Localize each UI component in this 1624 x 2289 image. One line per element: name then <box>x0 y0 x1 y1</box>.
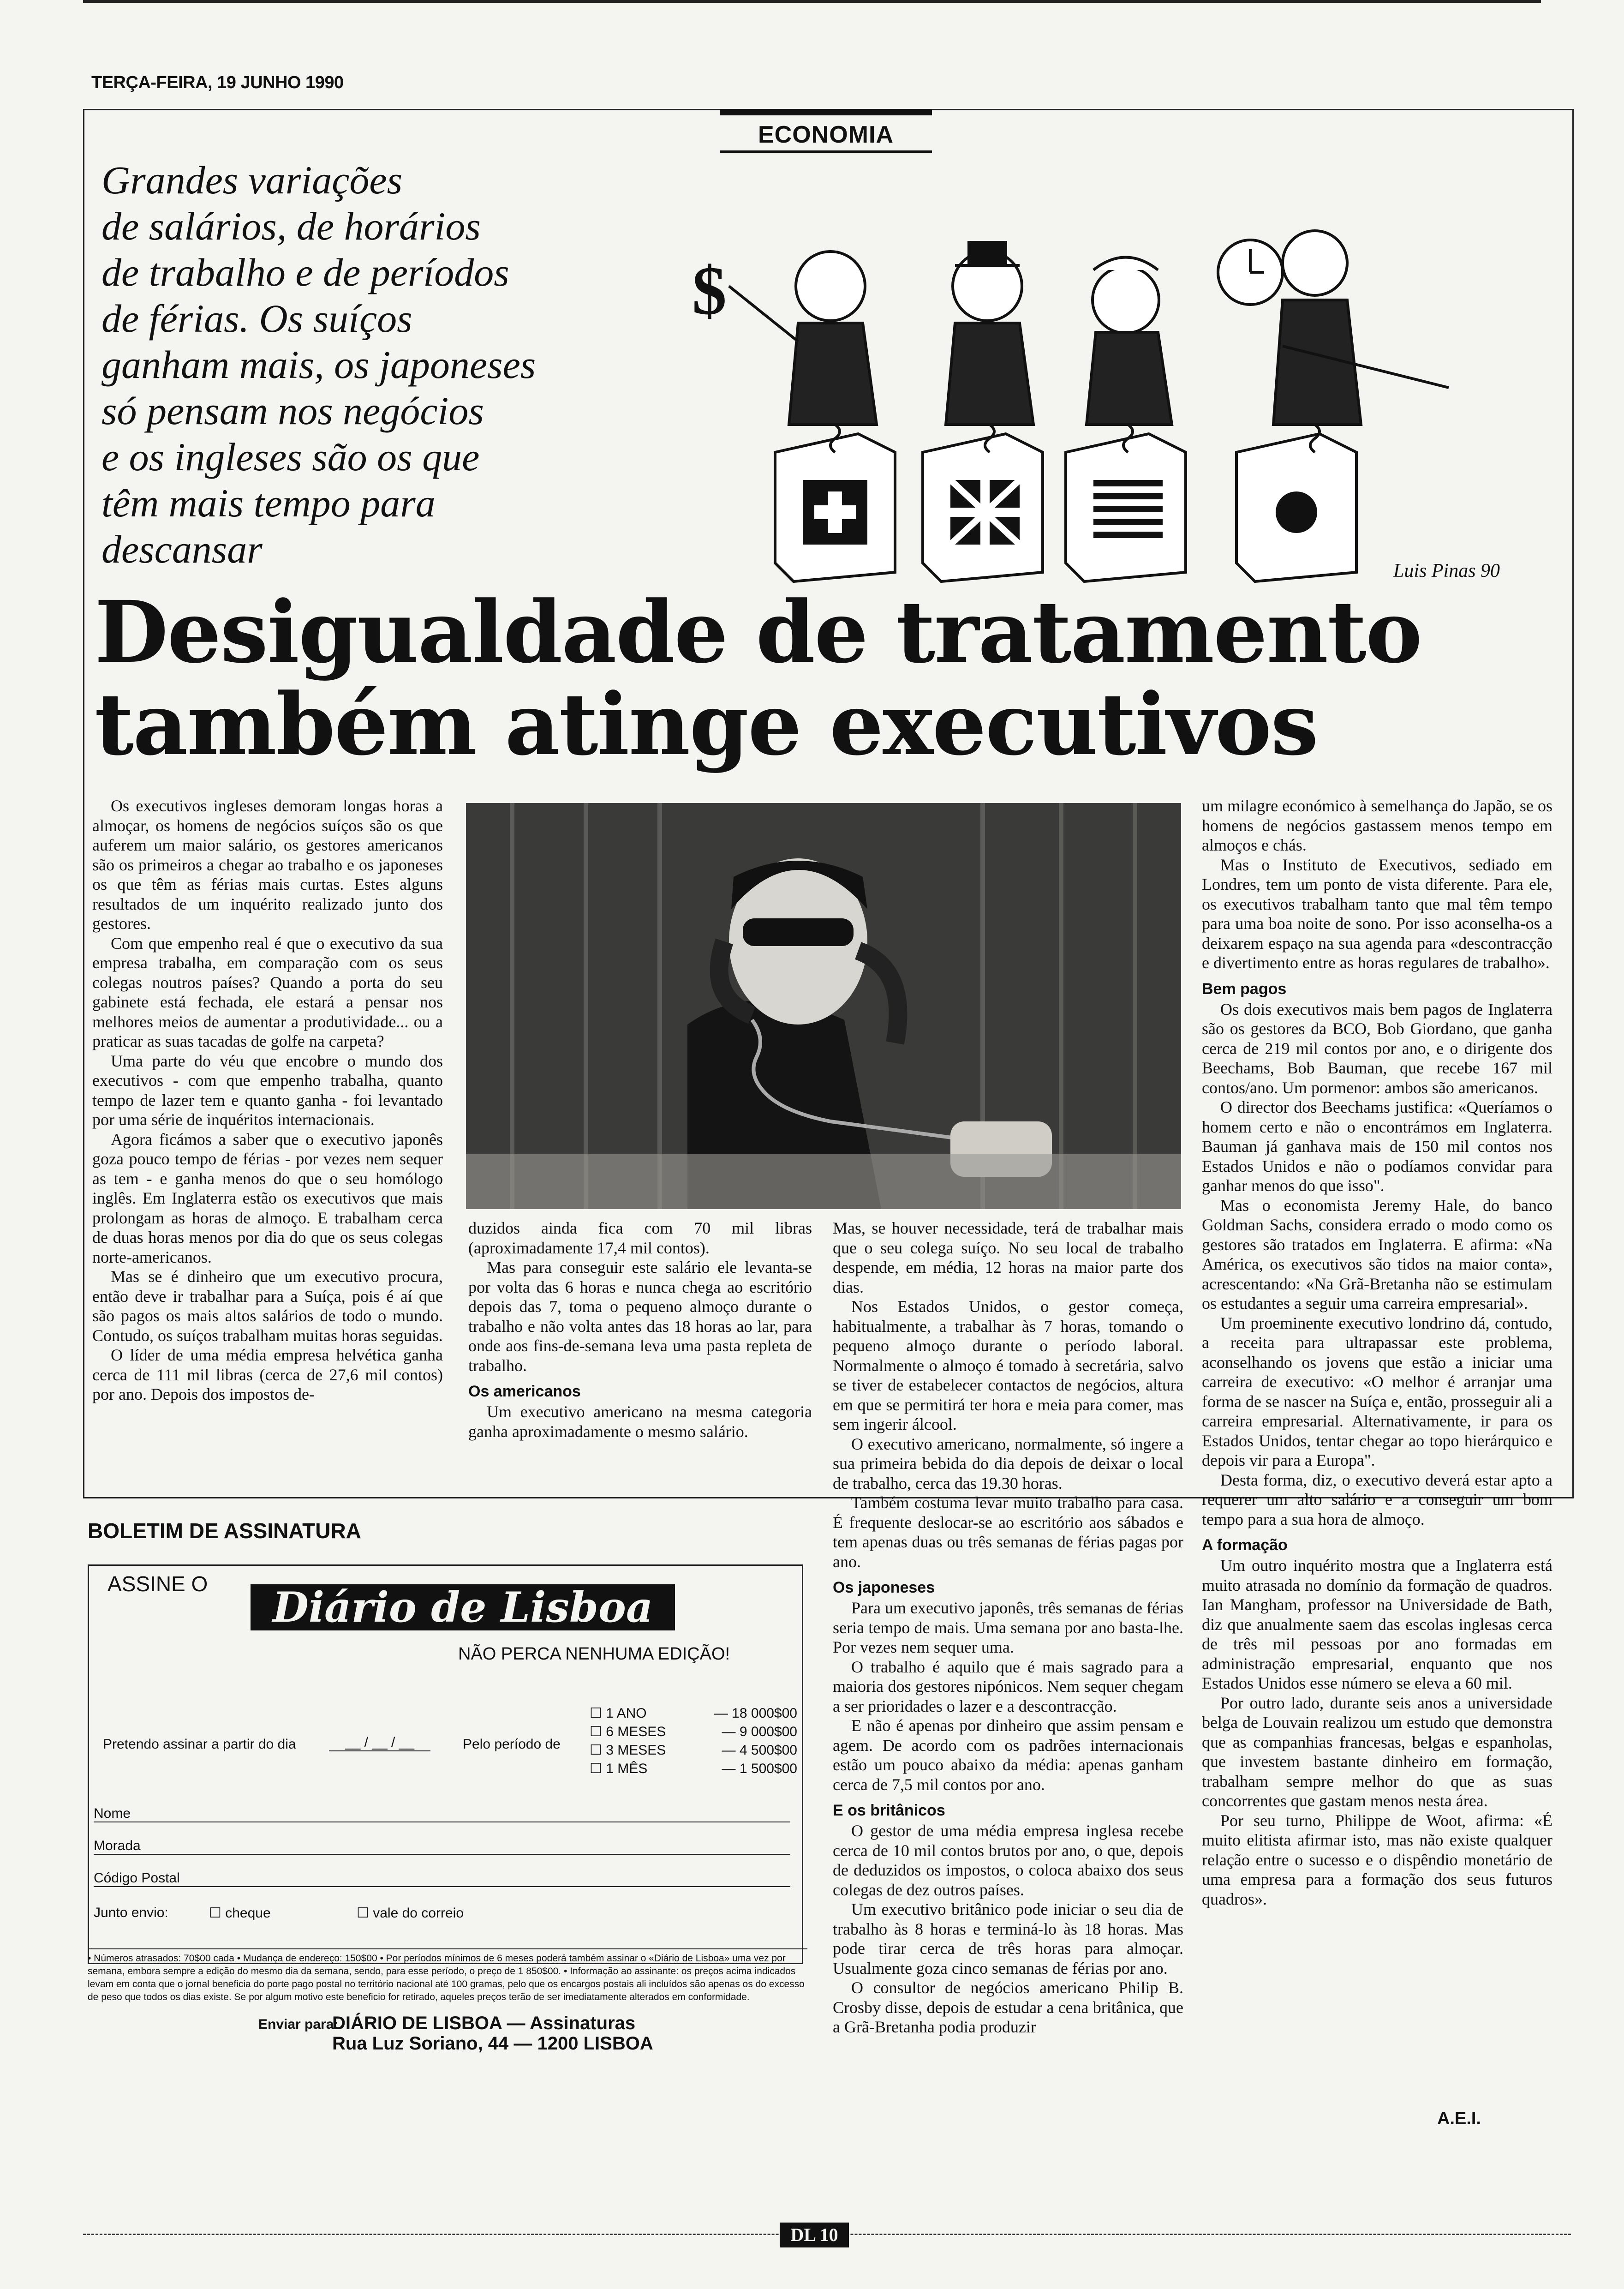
paragraph: O director dos Beechams justifica: «Queríamos o homem certo e não o encontrámos em Inglaterra. Bauman já ganhava mais de 150 mil contos nos Estados Unidos e não o podíamos convidar para ganhar menos do que isso". <box>1202 1098 1552 1195</box>
cartoon-signature: Luis Pinas 90 <box>1393 560 1500 581</box>
dateline: TERÇA-FEIRA, 19 JUNHO 1990 <box>91 73 344 92</box>
tagline: NÃO PERCA NENHUMA EDIÇÃO! <box>458 1644 730 1664</box>
paragraph: duzidos ainda fica com 70 mil libras (aproximadamente 17,4 mil contos). <box>468 1219 812 1257</box>
section-bar <box>720 109 932 115</box>
cartoon-illustration <box>637 194 1522 591</box>
paragraph: O executivo americano, normalmente, só ingere a sua primeira bebida do dia depois de deixar o local de trabalho, cerca das 19.30 horas. <box>833 1434 1183 1492</box>
paragraph: Os dois executivos mais bem pagos de Inglaterra são os gestores da BCO, Bob Giordano, que ganha cerca de 219 mil contos por ano, e o dirigente dos Beechams, Bob Bauman, que recebe 167 mil contos/ano. Um pormenor: ambos são americanos. <box>1202 1000 1552 1097</box>
send-to-label: Enviar para: <box>258 2017 339 2032</box>
checkbox-icon[interactable]: ☐ <box>590 1706 606 1721</box>
paragraph: Para um executivo japonês, três semanas de férias seria tempo de mais. Uma semana por ano basta-lhe. Por vezes nem sequer uma. <box>833 1599 1183 1656</box>
period-option[interactable]: ☐ 1 MÊS — 1 500$00 <box>590 1761 797 1776</box>
paragraph: Mas o Instituto de Executivos, sediado em Londres, tem um ponto de vista diferente. Para ele, os executivos trabalham tanto que mal têm tempo para uma boa noite de sono. Por isso aconselha-os a deixarem espaço na sua agenda para «descontracção e divertimento entre as horas regulares de trabalho». <box>1202 855 1552 972</box>
paragraph: O trabalho é aquilo que é mais sagrado para a maioria dos gestores nipónicos. Nem sequer chegam a ser prioridades o lazer e a descontracção. <box>833 1657 1183 1715</box>
subheading: Os japoneses <box>833 1579 935 1596</box>
paragraph: O consultor de negócios americano Philip B. Crosby disse, depois de estudar a cena britânica, que a Grã-Bretanha podia produzir <box>833 1978 1183 2036</box>
start-date-field[interactable]: __ / __ / __ <box>329 1735 430 1751</box>
paragraph: Nos Estados Unidos, o gestor começa, habitualmente, a trabalhar às 7 horas, tomando o pequeno almoço durante o período laboral. Normalmente o almoço é tomado à secretária, salvo se tiver de estabelecer contactos de negócios, altura em que se permitirá ter hora e meia para comer, mas sem ingerir álcool. <box>833 1297 1183 1433</box>
checkbox-icon[interactable]: ☐ <box>590 1743 606 1758</box>
headline-line-1: Desigualdade de tratamento <box>95 582 1421 682</box>
paragraph: Os executivos ingleses demoram longas horas a almoçar, os homens de negócios suíços são os que auferem um maior salário, os gestores americanos são os primeiros a chegar ao trabalho e os japoneses os que têm as férias mais curtas. Estes alguns resultados de um inquérito realizado junto dos gestores. <box>92 797 443 933</box>
article-column-1 <box>92 796 443 1404</box>
paragraph: Mas se é dinheiro que um executivo procura, então deve ir trabalhar para a Suíça, pois é aí que são pagos os mais altos salários de todo o mundo. Contudo, os suíços trabalham muitas horas seguidas. <box>92 1267 443 1345</box>
article-column-2 <box>468 1218 812 1441</box>
period-option[interactable]: ☐ 1 ANO — 18 000$00 <box>590 1706 797 1721</box>
paragraph: Desta forma, diz, o executivo deverá estar apto a requerer um alto salário e a conseguir um bom tempo para a sua hora de almoço. <box>1202 1470 1552 1528</box>
subscription-footnote: • Números atrasados: 70$00 cada • Mudança de endereço: 150$00 • Por períodos mínimos de 6 meses poderá também assinar o «Diário de Lisboa» uma vez por semana, embora sempre a edição do mesmo dia da semana, sendo, para esse período, o preço de 1 850$00. • Informação ao assinante: os preços acima indicados levam em conta que o jornal beneficia do porte pago postal no território nacional até 100 gramas, pelo que os encargos postais ali incluídos são apenas os do excesso de peso que todos os dias existe. Se por algum motivo este beneficio for retirado, aqueles preços terão de ser imediatamente alterados em conformidade. <box>88 1948 807 2004</box>
headline <box>95 582 1525 774</box>
section-label: ECONOMIA <box>720 121 932 153</box>
executive-phone-photo <box>466 803 1181 1209</box>
paragraph: Um executivo americano na mesma categoria ganha aproximadamente o mesmo salário. <box>468 1402 812 1441</box>
subheading: Bem pagos <box>1202 980 1287 998</box>
subscription-title: BOLETIM DE ASSINATURA <box>88 1519 361 1543</box>
postal-code-field[interactable]: Código Postal <box>94 1870 790 1887</box>
period-option[interactable]: ☐ 6 MESES — 9 000$00 <box>590 1724 797 1739</box>
period-label: Pelo período de <box>463 1737 561 1752</box>
money-order-option[interactable]: ☐ vale do correio <box>357 1906 464 1921</box>
top-rule <box>83 0 1541 3</box>
paragraph: E não é apenas por dinheiro que assim pensam e agem. De acordo com os padrões internacionais estão um pouco abaixo da média: apenas ganham cerca de 7,5 mil contos por ano. <box>833 1716 1183 1794</box>
paragraph: Uma parte do véu que encobre o mundo dos executivos - com que empenho trabalha, quanto tempo de lazer tem e quanto ganha - foi levantado por uma série de inquéritos internacionais. <box>92 1051 443 1129</box>
subscribe-label: ASSINE O <box>107 1572 208 1596</box>
paragraph: O gestor de uma média empresa inglesa recebe cerca de 10 mil contos brutos por ano, o que, depois de deduzidos os impostos, o coloca abaixo dos seus colegas de dez outros países. <box>833 1822 1183 1899</box>
paragraph: Um outro inquérito mostra que a Inglaterra está muito atrasada no domínio da formação de quadros. Ian Mangham, professor na Universidade de Bath, diz que anualmente saem das escolas inglesas cerca de três mil pessoas por ano formadas em administração empresarial, enquanto que nos Estados Unidos esse número se eleva a 60 mil. <box>1202 1556 1552 1692</box>
subscription-box <box>88 1564 803 1964</box>
paragraph: Mas o economista Jeremy Hale, do banco Goldman Sachs, considera errado o modo como os gestores são tratados em Inglaterra. E afirma: «Na América, os executivos são tidos na maior conta», acrescentando: «Na Grã-Bretanha não se estimulam os estudantes a seguir uma carreira empresarial». <box>1202 1196 1552 1312</box>
start-date-label: Pretendo assinar a partir do dia <box>103 1737 296 1752</box>
paragraph: Com que empenho real é que o executivo da sua empresa trabalha, em comparação com os seus colegas noutros países? Quando a porta do seu gabinete está fechada, ele estará a pensar nos melhores meios de aumentar a produtividade... ou a praticar as suas tacadas de golfe na carpeta? <box>92 934 443 1050</box>
cheque-option[interactable]: ☐ cheque <box>209 1906 271 1921</box>
page-number-logo: DL 10 <box>780 2223 849 2247</box>
paragraph: Um executivo britânico pode iniciar o seu dia de trabalho às 8 horas e terminá-lo às 18 horas. Mas pode tirar cerca de três horas para almoçar. Usualmente goza cinco semanas de férias por ano. <box>833 1900 1183 1977</box>
paragraph: Mas para conseguir este salário ele levanta-se por volta das 6 horas e nunca chega ao escritório depois das 7, toma o pequeno almoço durante o trabalho e não volta antes das 18 horas ao lar, para onde aos fins-de-semana leva uma pasta repleta de trabalho. <box>468 1258 812 1375</box>
period-options <box>590 1704 797 1778</box>
checkbox-icon[interactable]: ☐ <box>590 1761 606 1776</box>
checkbox-icon[interactable]: ☐ <box>357 1906 373 1921</box>
dollar-sign: $ <box>692 252 727 329</box>
article-signature: A.E.I. <box>1437 2109 1481 2128</box>
kicker-text: Grandes variações de salários, de horários de trabalho e de períodos de férias. Os suíços ganham mais, os japoneses só pensam nos negócios e os ingleses são os que têm mais tempo para descansar <box>102 158 536 571</box>
article-column-3 <box>833 1218 1183 2037</box>
headline-line-2: também atinge executivos <box>95 675 1318 774</box>
checkbox-icon[interactable]: ☐ <box>590 1724 606 1739</box>
paper-logo: Diário de Lisboa <box>251 1584 675 1630</box>
article-column-4 <box>1202 796 1552 1909</box>
paragraph: Também costuma levar muito trabalho para casa. É frequente deslocar-se ao escritório aos sábados e tem apenas duas ou três semanas de férias pagas por ano. <box>833 1493 1183 1571</box>
address-field[interactable]: Morada <box>94 1838 790 1855</box>
subheading: Os americanos <box>468 1383 581 1400</box>
paragraph: Agora ficámos a saber que o executivo japonês goza pouco tempo de férias - por vezes nem sequer as tem - e ganha menos do que o seu homólogo inglês. Em Inglaterra estão os executivos que mais prolongam as horas de almoço. E trabalham cerca de duas horas menos por dia do que os seus colegas norte-americanos. <box>92 1130 443 1266</box>
paragraph: Por outro lado, durante seis anos a universidade belga de Louvain realizou um estudo que demonstra que as companhias francesas, belgas e espanholas, que investem bastante dinheiro em formação, trabalham sempre melhor do que as suas concorrentes que gastam menos nesta área. <box>1202 1693 1552 1810</box>
send-to-address: DIÁRIO DE LISBOA — Assinaturas Rua Luz Soriano, 44 — 1200 LISBOA <box>332 2013 653 2054</box>
paragraph: O líder de uma média empresa helvética ganha cerca de 111 mil libras (cerca de 27,6 mil contos) por ano. Depois dos impostos de- <box>92 1346 443 1403</box>
paragraph: um milagre económico à semelhança do Japão, se os homens de negócios gastassem menos tempo em almoços e chás. <box>1202 797 1552 854</box>
paragraph: Um proeminente executivo londrino dá, contudo, a receita para ultrapassar este problema, aconselhando os jovens que estão a iniciar uma carreira de executivo: «O melhor é arranjar uma forma de se nascer na Suíça e, então, prosseguir ali a carreira empresarial. Alternativamente, ir para os Estados Unidos, tentar chegar ao topo hierárquico e depois vir para a Europa". <box>1202 1313 1552 1469</box>
checkbox-icon[interactable]: ☐ <box>209 1906 226 1921</box>
paragraph: Por seu turno, Philippe de Woot, afirma: «É muito elitista afirmar isto, mas não existe qualquer relação entre o sucesso e o dispêndio monetário de uma empresa para a formação dos seus futuros quadros». <box>1202 1811 1552 1908</box>
subheading: E os britânicos <box>833 1802 945 1819</box>
name-field[interactable]: Nome <box>94 1806 790 1822</box>
period-option[interactable]: ☐ 3 MESES — 4 500$00 <box>590 1743 797 1758</box>
subheading: A formação <box>1202 1536 1288 1554</box>
payment-label: Junto envio: <box>94 1905 168 1920</box>
paragraph: Mas, se houver necessidade, terá de trabalhar mais que o seu colega suíço. No seu local de trabalho despende, em média, 12 horas na maior parte dos dias. <box>833 1219 1183 1296</box>
